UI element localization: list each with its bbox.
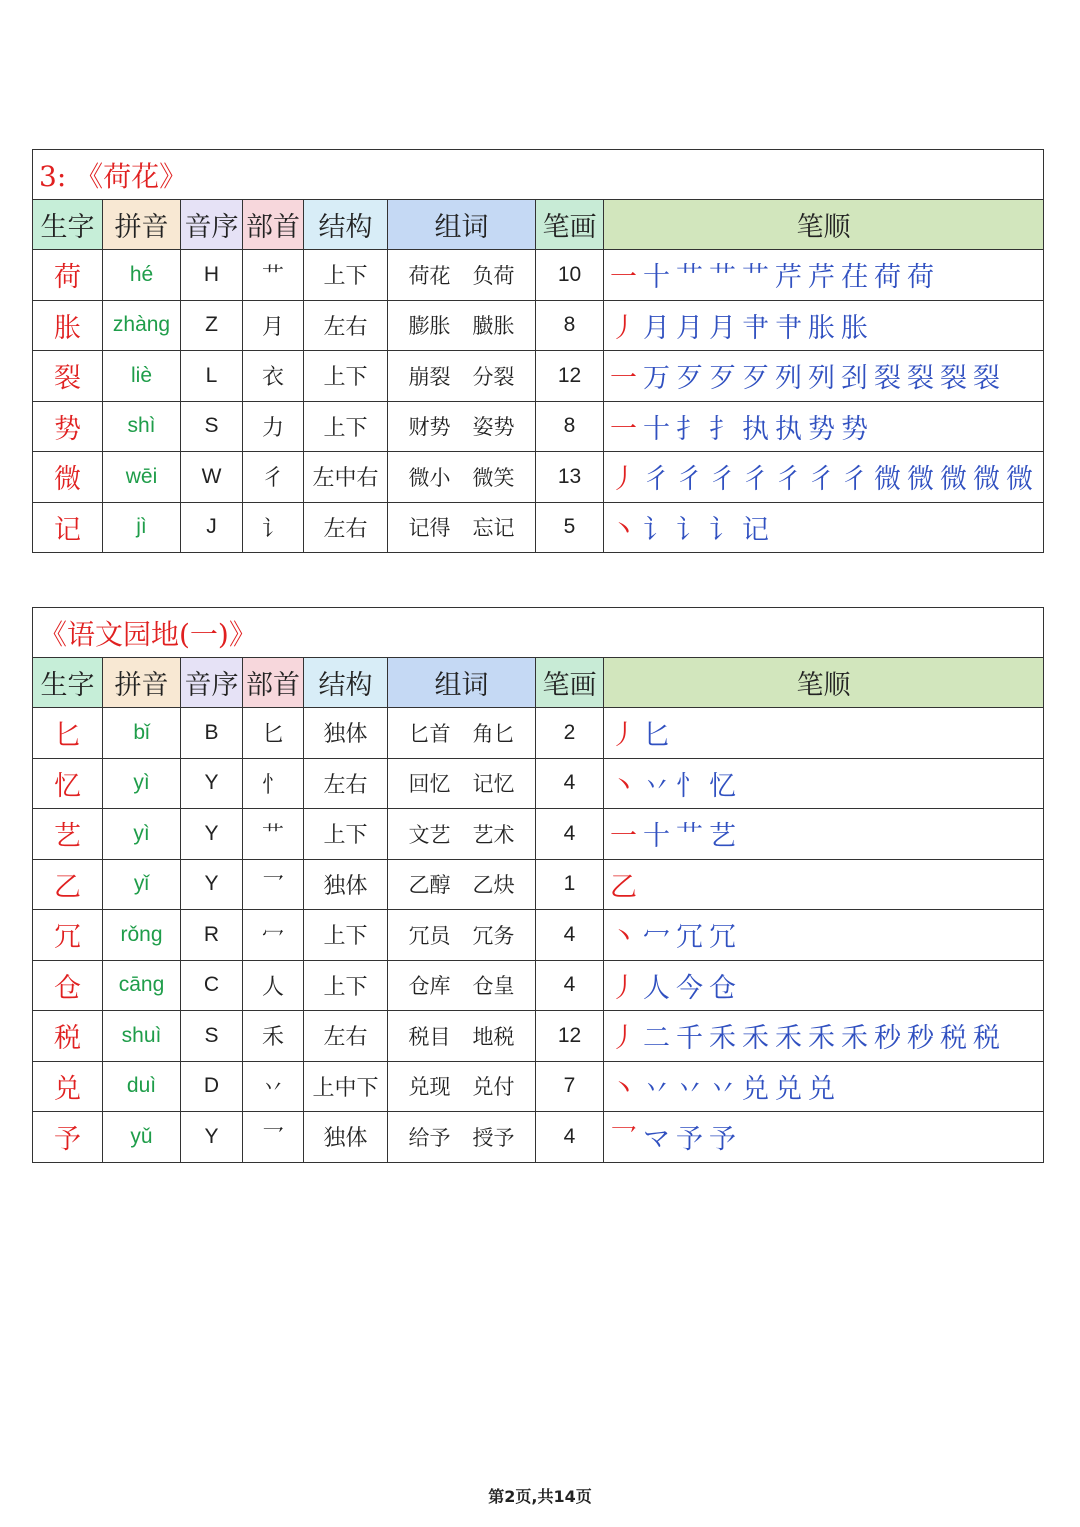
stroke-order-cell bbox=[604, 960, 1044, 1011]
stroke-count-cell: 10 bbox=[536, 250, 604, 301]
structure-cell: 左右 bbox=[304, 300, 388, 351]
header-char: 生字 bbox=[33, 658, 103, 708]
initial-cell: H bbox=[181, 250, 243, 301]
character-cell: 予 bbox=[33, 1112, 103, 1163]
radical-cell: 讠 bbox=[243, 502, 304, 553]
header-row bbox=[33, 200, 1044, 250]
table-title: 《语文园地(一)》 bbox=[33, 608, 1044, 658]
words-cell bbox=[388, 1112, 536, 1163]
initial-cell: B bbox=[181, 708, 243, 759]
header-strokes: 笔画 bbox=[536, 200, 604, 250]
word: 负荷 bbox=[472, 263, 515, 288]
table-row bbox=[33, 859, 1044, 910]
structure-cell: 左右 bbox=[304, 502, 388, 553]
structure-cell: 上下 bbox=[304, 250, 388, 301]
words-cell bbox=[388, 300, 536, 351]
stroke-sequence: 十艹艺 bbox=[643, 821, 742, 853]
character-cell: 裂 bbox=[33, 351, 103, 402]
structure-cell: 上下 bbox=[304, 910, 388, 961]
structure-cell: 左右 bbox=[304, 1011, 388, 1062]
table-row bbox=[33, 351, 1044, 402]
table-row bbox=[33, 809, 1044, 860]
words-cell bbox=[388, 859, 536, 910]
stroke-count-cell: 8 bbox=[536, 401, 604, 452]
stroke-order-cell bbox=[604, 859, 1044, 910]
word: 膨胀 bbox=[408, 314, 451, 339]
header-words: 组词 bbox=[388, 658, 536, 708]
table-row bbox=[33, 1011, 1044, 1062]
character-cell: 势 bbox=[33, 401, 103, 452]
character-cell: 胀 bbox=[33, 300, 103, 351]
table-row bbox=[33, 960, 1044, 1011]
radical-cell: 彳 bbox=[243, 452, 304, 503]
word: 记得 bbox=[408, 516, 451, 541]
words-cell bbox=[388, 1061, 536, 1112]
initial-cell: S bbox=[181, 401, 243, 452]
character-cell: 冗 bbox=[33, 910, 103, 961]
stroke-order-cell bbox=[604, 758, 1044, 809]
words-cell bbox=[388, 758, 536, 809]
word: 兑付 bbox=[472, 1075, 515, 1100]
character-cell: 税 bbox=[33, 1011, 103, 1062]
pinyin-cell: shì bbox=[103, 401, 181, 452]
first-stroke: 乛 bbox=[610, 1124, 643, 1156]
stroke-sequence: 丷忄忆 bbox=[643, 770, 742, 802]
structure-cell: 上下 bbox=[304, 351, 388, 402]
word: 微笑 bbox=[472, 465, 515, 490]
word: 臌胀 bbox=[472, 314, 515, 339]
initial-cell: L bbox=[181, 351, 243, 402]
table-title: 3: 《荷花》 bbox=[33, 150, 1044, 200]
stroke-count-cell: 12 bbox=[536, 351, 604, 402]
stroke-sequence: 二千禾禾禾禾禾秒秒税税 bbox=[643, 1023, 1006, 1055]
stroke-sequence: 人今仓 bbox=[643, 972, 742, 1004]
word: 文艺 bbox=[408, 822, 451, 847]
words-cell bbox=[388, 452, 536, 503]
stroke-order-cell bbox=[604, 809, 1044, 860]
radical-cell: 丷 bbox=[243, 1061, 304, 1112]
stroke-count-cell: 4 bbox=[536, 809, 604, 860]
pinyin-cell: bǐ bbox=[103, 708, 181, 759]
word: 冗务 bbox=[472, 923, 515, 948]
header-structure: 结构 bbox=[304, 200, 388, 250]
initial-cell: W bbox=[181, 452, 243, 503]
first-stroke: 丿 bbox=[610, 312, 643, 344]
header-initial: 音序 bbox=[181, 200, 243, 250]
radical-cell: 艹 bbox=[243, 250, 304, 301]
words-cell bbox=[388, 401, 536, 452]
pinyin-cell: rǒng bbox=[103, 910, 181, 961]
first-stroke: 一 bbox=[610, 363, 643, 395]
word: 仓库 bbox=[408, 974, 451, 999]
stroke-count-cell: 5 bbox=[536, 502, 604, 553]
first-stroke: 丶 bbox=[610, 514, 643, 546]
stroke-order-cell bbox=[604, 452, 1044, 503]
stroke-order-cell bbox=[604, 1112, 1044, 1163]
stroke-sequence: 冖冗冗 bbox=[643, 922, 742, 954]
initial-cell: Y bbox=[181, 1112, 243, 1163]
stroke-order-cell bbox=[604, 910, 1044, 961]
table-row bbox=[33, 401, 1044, 452]
first-stroke: 一 bbox=[610, 262, 643, 294]
pinyin-cell: cāng bbox=[103, 960, 181, 1011]
stroke-count-cell: 13 bbox=[536, 452, 604, 503]
stroke-sequence: 丷丷丷兑兑兑 bbox=[643, 1073, 841, 1105]
word: 微小 bbox=[408, 465, 451, 490]
structure-cell: 独体 bbox=[304, 708, 388, 759]
radical-cell: 月 bbox=[243, 300, 304, 351]
pinyin-cell: zhàng bbox=[103, 300, 181, 351]
character-cell: 艺 bbox=[33, 809, 103, 860]
word: 分裂 bbox=[472, 364, 515, 389]
stroke-order-cell bbox=[604, 1011, 1044, 1062]
stroke-count-cell: 4 bbox=[536, 960, 604, 1011]
stroke-order-cell bbox=[604, 401, 1044, 452]
table-row bbox=[33, 452, 1044, 503]
word: 荷花 bbox=[408, 263, 451, 288]
character-cell: 仓 bbox=[33, 960, 103, 1011]
pinyin-cell: wēi bbox=[103, 452, 181, 503]
stroke-count-cell: 12 bbox=[536, 1011, 604, 1062]
header-row bbox=[33, 658, 1044, 708]
initial-cell: S bbox=[181, 1011, 243, 1062]
stroke-sequence: 十艹艹艹芹芹茌荷荷 bbox=[643, 262, 940, 294]
radical-cell: 冖 bbox=[243, 910, 304, 961]
character-cell: 忆 bbox=[33, 758, 103, 809]
word: 授予 bbox=[472, 1125, 515, 1150]
pinyin-cell: liè bbox=[103, 351, 181, 402]
pinyin-cell: hé bbox=[103, 250, 181, 301]
first-stroke: 丿 bbox=[610, 972, 643, 1004]
header-radical: 部首 bbox=[243, 200, 304, 250]
word: 冗员 bbox=[408, 923, 451, 948]
first-stroke: 一 bbox=[610, 413, 643, 445]
first-stroke: 丶 bbox=[610, 1073, 643, 1105]
header-stroke-order: 笔顺 bbox=[604, 658, 1044, 708]
stroke-sequence: 匕 bbox=[643, 720, 676, 752]
character-cell: 匕 bbox=[33, 708, 103, 759]
structure-cell: 独体 bbox=[304, 859, 388, 910]
structure-cell: 独体 bbox=[304, 1112, 388, 1163]
header-strokes: 笔画 bbox=[536, 658, 604, 708]
character-cell: 微 bbox=[33, 452, 103, 503]
header-stroke-order: 笔顺 bbox=[604, 200, 1044, 250]
words-cell bbox=[388, 502, 536, 553]
stroke-sequence: 讠讠讠记 bbox=[643, 514, 775, 546]
header-pinyin: 拼音 bbox=[103, 658, 181, 708]
radical-cell: 力 bbox=[243, 401, 304, 452]
word: 艺术 bbox=[472, 822, 515, 847]
stroke-count-cell: 4 bbox=[536, 758, 604, 809]
initial-cell: D bbox=[181, 1061, 243, 1112]
structure-cell: 左中右 bbox=[304, 452, 388, 503]
pinyin-cell: jì bbox=[103, 502, 181, 553]
header-pinyin: 拼音 bbox=[103, 200, 181, 250]
words-cell bbox=[388, 250, 536, 301]
word: 兑现 bbox=[408, 1075, 451, 1100]
stroke-sequence: 月月月肀肀胀胀 bbox=[643, 312, 874, 344]
pinyin-cell: duì bbox=[103, 1061, 181, 1112]
word: 角匕 bbox=[472, 721, 515, 746]
header-words: 组词 bbox=[388, 200, 536, 250]
stroke-count-cell: 7 bbox=[536, 1061, 604, 1112]
words-cell bbox=[388, 960, 536, 1011]
stroke-sequence: 万歹歹歹列列刭裂裂裂裂 bbox=[643, 363, 1006, 395]
word: 回忆 bbox=[408, 772, 451, 797]
header-radical: 部首 bbox=[243, 658, 304, 708]
radical-cell: 衣 bbox=[243, 351, 304, 402]
table-row bbox=[33, 250, 1044, 301]
first-stroke: 一 bbox=[610, 821, 643, 853]
structure-cell: 上下 bbox=[304, 401, 388, 452]
word: 乙醇 bbox=[408, 873, 451, 898]
table-row bbox=[33, 758, 1044, 809]
structure-cell: 左右 bbox=[304, 758, 388, 809]
initial-cell: J bbox=[181, 502, 243, 553]
initial-cell: Y bbox=[181, 809, 243, 860]
first-stroke: 乙 bbox=[610, 871, 643, 903]
stroke-count-cell: 8 bbox=[536, 300, 604, 351]
words-cell bbox=[388, 1011, 536, 1062]
stroke-order-cell bbox=[604, 708, 1044, 759]
radical-cell: 艹 bbox=[243, 809, 304, 860]
structure-cell: 上中下 bbox=[304, 1061, 388, 1112]
first-stroke: 丿 bbox=[610, 1023, 643, 1055]
first-stroke: 丶 bbox=[610, 770, 643, 802]
stroke-order-cell bbox=[604, 1061, 1044, 1112]
structure-cell: 上下 bbox=[304, 809, 388, 860]
radical-cell: 乛 bbox=[243, 859, 304, 910]
stroke-order-cell bbox=[604, 300, 1044, 351]
word: 记忆 bbox=[472, 772, 515, 797]
words-cell bbox=[388, 708, 536, 759]
word: 仓皇 bbox=[472, 974, 515, 999]
structure-cell: 上下 bbox=[304, 960, 388, 1011]
pinyin-cell: yǐ bbox=[103, 859, 181, 910]
table-row bbox=[33, 502, 1044, 553]
initial-cell: Z bbox=[181, 300, 243, 351]
first-stroke: 丿 bbox=[610, 720, 643, 752]
word: 财势 bbox=[408, 415, 451, 440]
words-cell bbox=[388, 809, 536, 860]
radical-cell: 匕 bbox=[243, 708, 304, 759]
stroke-sequence: マ予予 bbox=[643, 1124, 742, 1156]
table-row bbox=[33, 1112, 1044, 1163]
stroke-order-cell bbox=[604, 250, 1044, 301]
character-cell: 兑 bbox=[33, 1061, 103, 1112]
table-row bbox=[33, 708, 1044, 759]
radical-cell: 人 bbox=[243, 960, 304, 1011]
words-cell bbox=[388, 351, 536, 402]
word: 匕首 bbox=[408, 721, 451, 746]
stroke-count-cell: 2 bbox=[536, 708, 604, 759]
table-row bbox=[33, 300, 1044, 351]
page-footer: 第2页,共14页 bbox=[488, 1487, 592, 1506]
radical-cell: 禾 bbox=[243, 1011, 304, 1062]
initial-cell: C bbox=[181, 960, 243, 1011]
word: 税目 bbox=[408, 1024, 451, 1049]
word: 乙炔 bbox=[472, 873, 515, 898]
pinyin-cell: yì bbox=[103, 809, 181, 860]
stroke-count-cell: 4 bbox=[536, 910, 604, 961]
initial-cell: Y bbox=[181, 859, 243, 910]
initial-cell: R bbox=[181, 910, 243, 961]
word: 地税 bbox=[472, 1024, 515, 1049]
stroke-sequence: 十扌扌执执势势 bbox=[643, 413, 874, 445]
word: 崩裂 bbox=[408, 364, 451, 389]
character-cell: 乙 bbox=[33, 859, 103, 910]
header-structure: 结构 bbox=[304, 658, 388, 708]
character-cell: 荷 bbox=[33, 250, 103, 301]
table-row bbox=[33, 1061, 1044, 1112]
word: 姿势 bbox=[472, 415, 515, 440]
stroke-count-cell: 4 bbox=[536, 1112, 604, 1163]
radical-cell: 忄 bbox=[243, 758, 304, 809]
stroke-order-cell bbox=[604, 502, 1044, 553]
character-cell: 记 bbox=[33, 502, 103, 553]
pinyin-cell: yǔ bbox=[103, 1112, 181, 1163]
stroke-sequence: 彳彳彳彳彳彳彳微微微微微 bbox=[643, 464, 1039, 496]
header-char: 生字 bbox=[33, 200, 103, 250]
word: 给予 bbox=[408, 1125, 451, 1150]
stroke-count-cell: 1 bbox=[536, 859, 604, 910]
radical-cell: 乛 bbox=[243, 1112, 304, 1163]
lesson-table-yuwen-yuandi bbox=[32, 607, 1044, 1163]
header-initial: 音序 bbox=[181, 658, 243, 708]
first-stroke: 丶 bbox=[610, 922, 643, 954]
pinyin-cell: yì bbox=[103, 758, 181, 809]
first-stroke: 丿 bbox=[610, 464, 643, 496]
word: 忘记 bbox=[472, 516, 515, 541]
stroke-order-cell bbox=[604, 351, 1044, 402]
lesson-table-hehua bbox=[32, 149, 1044, 553]
words-cell bbox=[388, 910, 536, 961]
initial-cell: Y bbox=[181, 758, 243, 809]
table-row bbox=[33, 910, 1044, 961]
pinyin-cell: shuì bbox=[103, 1011, 181, 1062]
